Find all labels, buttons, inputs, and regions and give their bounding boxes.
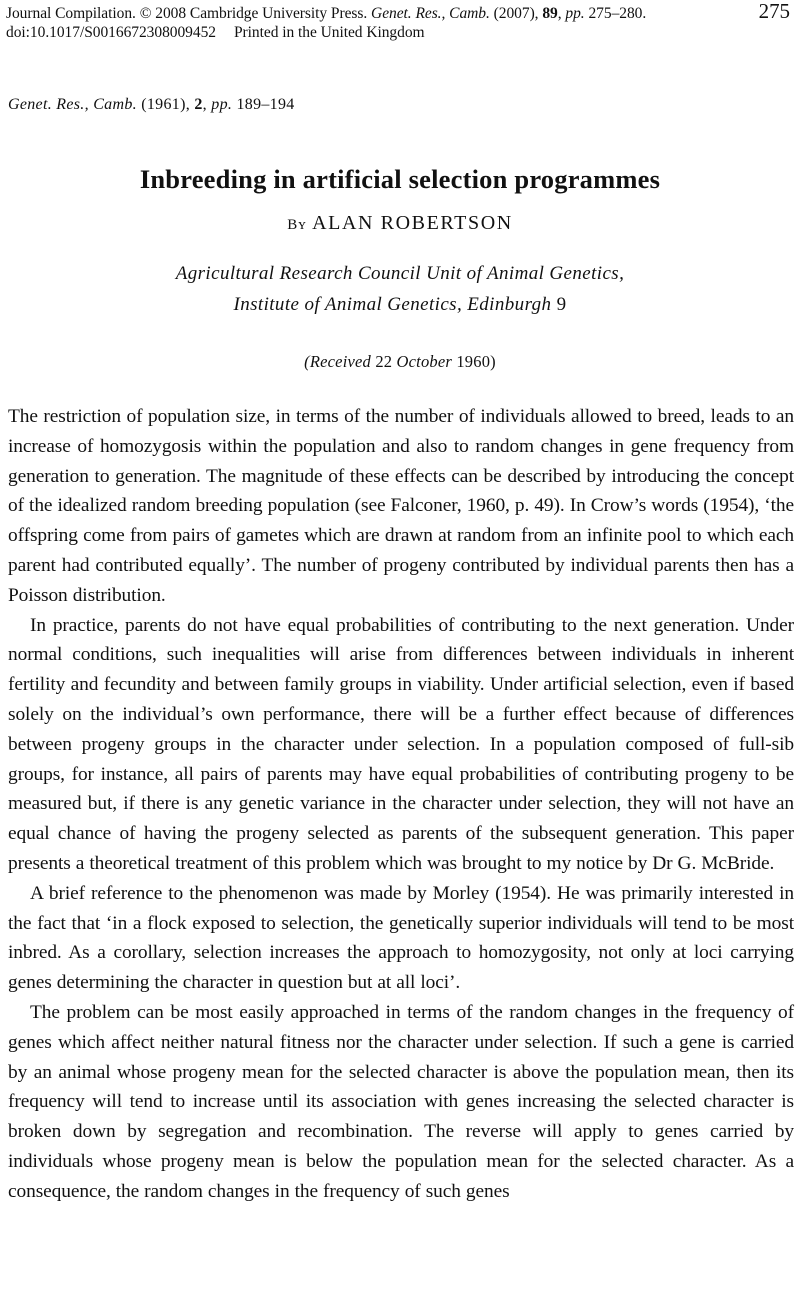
body-paragraph: The restriction of population size, in terms of the number of individuals allowed to breed, leads to an increase of homozygosis within the population and also to random changes in gene frequency from generation to generation. The magnitude of these effects can be described by introducing the concept of the idealized random breeding population (see Falconer, 1960, p. 49). In Crow’s words (1954), ‘the offspring come from pairs of gametes which are drawn at random from an infinite pool to which each parent had contributed equally’. The number of progeny contributed by individual parents then has a Poisson distribution.: [8, 406, 794, 606]
received-label: (Received: [304, 352, 371, 371]
article-pp-label: pp.: [211, 96, 233, 113]
affiliation-postal-district: 9: [556, 294, 567, 315]
body-paragraph: A brief reference to the phenomenon was made by Morley (1954). He was primarily interested in the fact that ‘in a flock exposed to selection, the genetically superior individuals will tend to be most inbred. As a corollary, selection increases the approach to homozygosity, not only at loci carrying genes determining the character in question but at all loci’.: [8, 882, 794, 994]
affiliation-institute: Institute of Animal Genetics, Edinburgh: [233, 294, 552, 315]
copyright-icon: ©: [139, 5, 152, 22]
pp-label: pp.: [565, 5, 585, 22]
volume-number: 89: [542, 5, 558, 22]
journal-compilation-label: Journal Compilation.: [6, 5, 136, 22]
article-year: (1961),: [141, 96, 191, 113]
body-paragraph: The problem can be most easily approached in terms of the random changes in the frequency of genes which affect neither natural fitness nor the character under selection. If such a gene is carried by an animal whose progeny mean for the selected character is above the population mean, then its frequency will tend to increase until its association with genes increasing the selected character is broken down by segregation and recombination. The reverse will apply to genes carried by individuals whose progeny mean is below the population mean for the selected character. As a consequence, the random changes in the frequency of such genes: [8, 1001, 794, 1202]
article-page-range: 189–194: [236, 96, 295, 113]
page-title: Inbreeding in artificial selection programmes: [139, 163, 661, 194]
received-month: October: [396, 352, 453, 371]
affiliation-line-1: Agricultural Research Council Unit of Animal Genetics,: [175, 263, 625, 284]
author-name: ALAN ROBERTSON: [312, 212, 513, 234]
affiliation-line-2: [0, 289, 800, 320]
received-day: 22: [375, 352, 393, 371]
article-volume: 2: [194, 96, 203, 113]
article-body: [8, 402, 794, 1207]
body-paragraph: In practice, parents do not have equal probabilities of contributing to the next generation. Under normal conditions, such inequalities will arise from differences between individuals in inherent fertility and fecundity and between family groups in viability. Under artificial selection, even if based solely on the individual’s own performance, there will be a further effect because of differences between progeny groups in the character under selection. In a population composed of full-sib groups, for instance, all pairs of parents may have equal probabilities of contributing progeny to be measured but, if there is any genetic variance in the character under selection, they will not have an equal chance of having the progeny selected as parents of the subsequent generation. This paper presents a theoretical treatment of this problem which was brought to my notice by Dr G. McBride.: [8, 614, 794, 874]
publication-year: (2007),: [493, 5, 539, 22]
author-byline: [0, 212, 800, 235]
publisher-header-line-2: [6, 23, 794, 43]
page-range: 275–280.: [588, 5, 647, 22]
publisher-header-line-1: Journal Compilation. © 2008 Cambridge University Press. Genet. Res., Camb. (2007), 89, pp. 275–280. 275: [6, 2, 794, 23]
article-reference-line: Genet. Res., Camb. (1961), 2, pp. 189–194: [8, 96, 295, 113]
folio-page-number: 275: [758, 0, 790, 23]
byline-by-label: Bʏ: [287, 217, 307, 233]
received-date: [0, 352, 800, 372]
journal-short-title: Genet. Res., Camb.: [371, 5, 490, 22]
doi-text: doi:10.1017/S0016672308009452: [6, 24, 216, 41]
author-affiliation: [0, 258, 800, 320]
publisher-header: [6, 2, 794, 43]
printed-in-text: Printed in the United Kingdom: [233, 24, 425, 41]
article-journal-short: Genet. Res., Camb.: [8, 96, 137, 113]
publisher-name: 2008 Cambridge University Press.: [155, 5, 368, 22]
received-year: 1960): [456, 352, 496, 371]
